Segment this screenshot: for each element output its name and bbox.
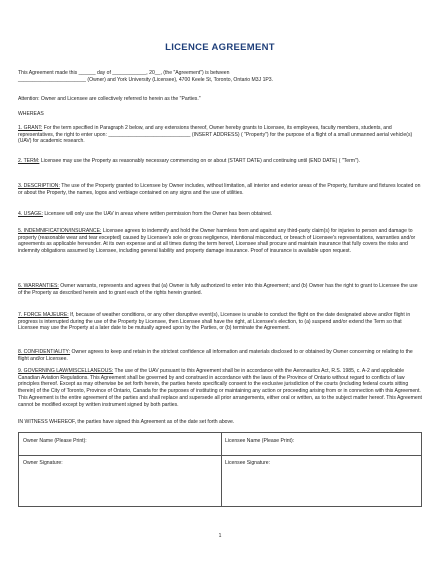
table-divider <box>221 433 222 506</box>
clause-usage <box>18 211 422 218</box>
page-title: LICENCE AGREEMENT <box>165 42 275 53</box>
clause-label: 1. GRANT: <box>18 125 43 131</box>
clause-force-majeure <box>18 312 422 332</box>
owner-signature-field[interactable]: Owner Signature: <box>23 460 63 466</box>
owner-name-field[interactable]: Owner Name (Please Print): <box>23 438 87 444</box>
clause-grant <box>18 125 422 145</box>
clause-label: 5. INDEMNIFICATION/INSURANCE: <box>18 228 102 234</box>
licensee-name-field[interactable]: Licensee Name (Please Print): <box>225 438 295 444</box>
clause-text: The use of the UAV pursuant to this Agreement shall be in accordance with the Aeronautics Act, R.S. 1985, c. A-2 and applicable Canadian Aviation Regulations. This Agreement shall be governed by and construed in accordance with the laws of the Province of Ontario without regard to conflicts of law principles thereof. Except as may otherwise be set forth herein, the parties hereto specifically consent to the exclusive jurisdiction of the courts (including federal courts sitting therein) of the City of Toronto, Province of Ontario, Canada for the purposes of instituting or maintaining any action or proceeding arising from or in connection with this Agreement. This Agreement is the entire agreement of the parties and shall replace and supersede all prior arrangements, either oral or written, as to the subject matter hereof. This Agreement cannot be modified except by written instrument signed by both parties. <box>18 368 422 408</box>
clause-label: 6. WARRANTIES: <box>18 283 59 289</box>
licensee-signature-field[interactable]: Licensee Signature: <box>225 460 271 466</box>
clause-governing-law <box>18 368 422 408</box>
clause-text: Owner agrees to keep and retain in the strictest confidence all information and materials disclosed to or obtained by Owner concerning or relating to the flight and/or Licensee. <box>18 349 413 362</box>
intro-line-2: ________________________ (Owner) and York University (Licensee), 4700 Keele St, Toronto, Ontario M3J 1P3. <box>18 76 274 83</box>
clause-term <box>18 158 422 165</box>
clause-confidentiality <box>18 349 422 362</box>
whereas-heading: WHEREAS <box>18 111 44 117</box>
attention-line: Attention: Owner and Licensee are collectively referred to herein as the "Parties." <box>18 96 201 102</box>
clause-text: For the term specified in Paragraph 2 below, and any extensions thereof, Owner hereby grants to Licensee, its employees, faculty members, students, and representatives, the right to enter upon: _____________________________ (INSERT ADDRESS) ( "Property") for the purpose of a flight of a small unmanned aerial vehicle(s) (UAV) for academic research. <box>18 125 413 145</box>
clause-label: 9. GOVERNING LAW/MISCELLANEOUS: <box>18 368 114 374</box>
clause-description <box>18 183 422 196</box>
clause-warranties <box>18 283 422 296</box>
clause-text: If, because of weather conditions, or any other disruptive event(s), Licensee is unable to conduct the flight on the date designated above and/or flight in progress is interrupted during the use of the Property by Licensee, then Licensee shall have the right, at Licensee's election, to (a) suspend and/or extend the Term so that Licensee may use the Property at a later date to be mutually agreed upon by the Parties, or (b) terminate the Agreement. <box>18 312 411 332</box>
clause-label: 3. DESCRIPTION: <box>18 183 60 189</box>
page-number: 1 <box>218 533 222 539</box>
clause-text: Licensee will only use the UAV in areas where written permission from the Owner has been obtained. <box>42 211 273 217</box>
clause-label: 7. FORCE MAJEURE: <box>18 312 69 318</box>
clause-indemnification <box>18 228 422 255</box>
clause-text: Licensee agrees to indemnify and hold the Owner harmless from and against any third-party claim(s) for injuries to person and damage to property (reasonable wear and tear excepted) caused by Licensee's sole or gross negligence, intentional misconduct, or breach of Licensee's representations, warranties and/or agreements as applicable hereunder. At its own expense and at all times during the term hereof, Licensee shall procure and maintain insurance that fully covers the risks and indemnity obligations assumed by Licensee, including general liability and property damage insurance. Proof of insurance is available upon request. <box>18 228 416 255</box>
clause-text: Owner warrants, represents and agrees that (a) Owner is fully authorized to enter into this Agreement; and (b) Owner has the right to grant to Licensee the use of the Property as described herein and to grant each of the rights herein granted. <box>18 283 418 296</box>
signature-table <box>18 432 422 507</box>
clause-text: Licensee may use the Property as reasonably necessary commencing on or about (START DATE) and continuing until (END DATE) ( "Term"). <box>39 158 360 164</box>
clause-label: 8. CONFIDENTIALITY: <box>18 349 71 355</box>
intro-paragraph <box>18 70 422 83</box>
table-divider <box>19 455 421 456</box>
intro-line-1: This Agreement made this ______ day of ____________, 20__, (the "Agreement") is between <box>18 70 230 76</box>
clause-label: 2. TERM: <box>18 158 40 164</box>
clause-text: The use of the Property granted to Licensee by Owner includes, without limitation, all interior and exterior areas of the Property, furniture and fixtures located on or about the Property, the names, logos and verbiage contained on any signs and the use of utilities. <box>18 183 421 196</box>
clause-label: 4. USAGE: <box>18 211 43 217</box>
witness-line: IN WITNESS WHEREOF, the parties have signed this Agreement as of the date set forth above. <box>18 419 235 425</box>
